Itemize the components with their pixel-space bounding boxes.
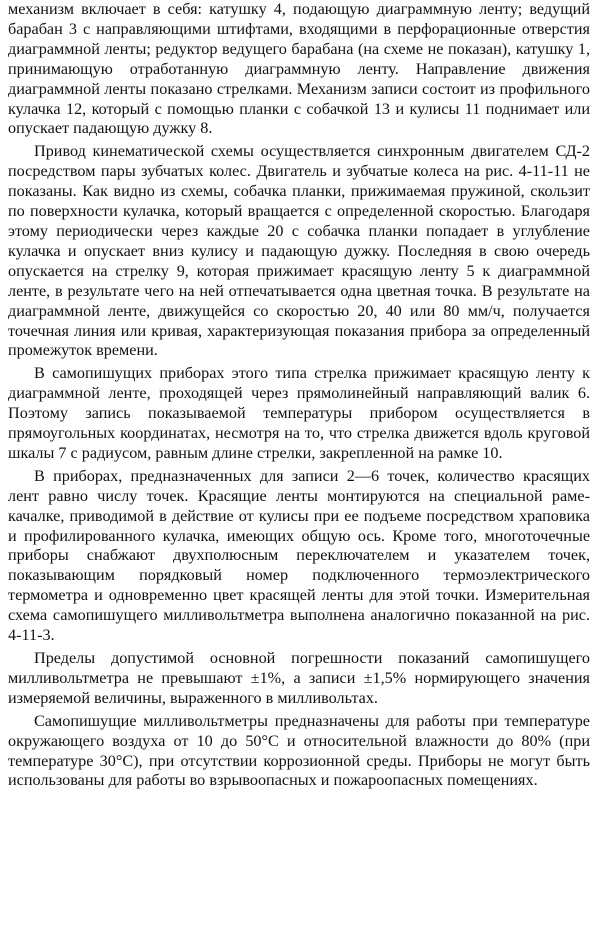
paragraph-operating-conditions: Самопишущие милливольтметры предназначены для работы при температуре окружающего воздуха от 10 до 50°С и относительной влажности до 80% (при температуре 30°С), при отсутствии коррозионной среды. Приборы не могут быть использованы для работы во взрывоопасных и пожароопасных помещениях. [8, 711, 590, 790]
paragraph-recorder-mechanism: механизм включает в себя: катушку 4, подающую диаграммную ленту; ведущий барабан 3 с направляющими штифтами, входящими в перфорационные отверстия диаграммной ленты; редуктор ведущего барабана (на схеме не показан), катушку 1, принимающую отработанную диаграммную ленту. Направление движения диаграммной ленты показано стрелками. Механизм записи состоит из профильного кулачка 12, который с помощью планки с собачкой 13 и кулисы 11 поднимает или опускает падающую дужку 8. [8, 0, 590, 138]
paragraph-rectangular-coordinates: В самопишущих приборах этого типа стрелка прижимает красящую ленту к диаграммной ленте, проходящей через прямолинейный направляющий валик 6. Поэтому запись показываемой температуры прибором осуществляется в прямоугольных координатах, несмотря на то, что стрелка движется вдоль круговой шкалы 7 с радиусом, равным длине стрелки, закрепленной на рамке 10. [8, 364, 590, 462]
paragraph-error-limits: Пределы допустимой основной погрешности показаний самопишущего милливольтметра не превышают ±1%, а записи ±1,5% нормирующего значения измеряемой величины, выраженного в милливольтах. [8, 649, 590, 707]
paragraph-multipoint-devices: В приборах, предназначенных для записи 2—6 точек, количество красящих лент равно числу точек. Красящие ленты монтируются на специальной раме-качалке, приводимой в действие от кулисы при ее подъеме посредством храповика и профилированного кулачка, имеющих общую ось. Кроме того, многоточечные приборы снабжают двухполюсным переключателем и указателем точек, показывающим порядковый номер подключенного термоэлектрического термометра и одновременно цвет красящей ленты для этой точки. Измерительная схема самопишущего милливольтметра выполнена аналогично показанной на рис. 4-11-3. [8, 466, 590, 645]
paragraph-kinematic-drive: Привод кинематической схемы осуществляется синхронным двигателем СД-2 посредством пары зубчатых колес. Двигатель и зубчатые колеса на рис. 4-11-11 не показаны. Как видно из схемы, собачка планки, прижимаемая пружиной, скользит по поверхности кулачка, который вращается с определенной скоростью. Благодаря этому периодически через каждые 20 с собачка планки попадает в углубление кулачка и опускает вниз кулису и падающую дужку. Последняя в свою очередь опускается на стрелку 9, которая прижимает красящую ленту 5 к диаграммной ленте, в результате чего на ней отпечатывается одна цветная точка. В результате на диаграммной ленте, движущейся со скоростью 20, 40 или 80 мм/ч, получается точечная линия или кривая, характеризующая показания прибора за определенный промежуток времени. [8, 142, 590, 360]
